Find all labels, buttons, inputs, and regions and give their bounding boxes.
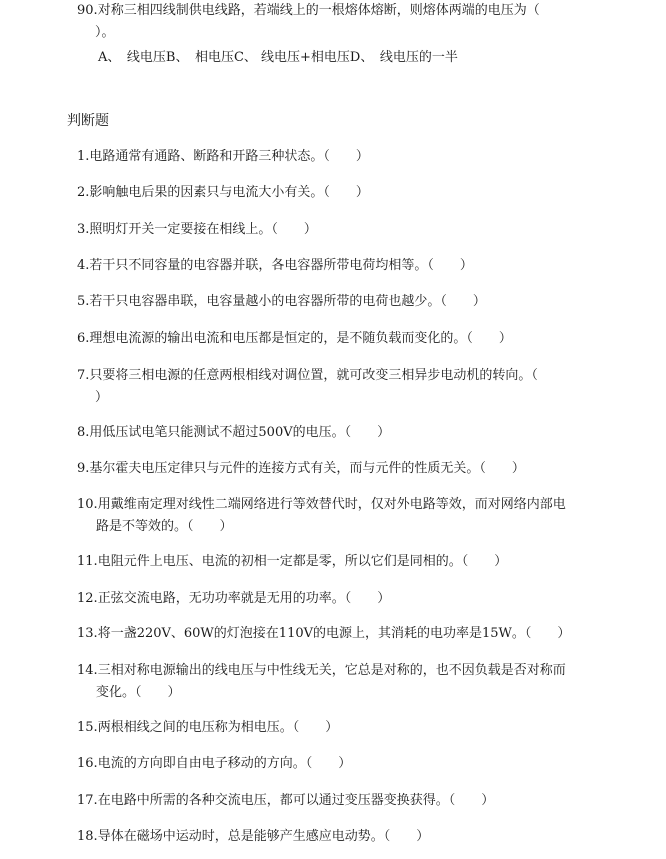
question-number: 90. xyxy=(77,3,98,18)
item-number: 18. xyxy=(77,829,98,844)
item-number: 1. xyxy=(77,149,90,164)
item-text: 若干只电容器串联，电容量越小的电容器所带的电荷也越少。（ ） xyxy=(89,294,486,309)
section-title: 判断题 xyxy=(67,113,109,129)
judgment-item-3 xyxy=(77,219,597,241)
question-90 xyxy=(77,0,597,44)
item-number: 9. xyxy=(77,461,90,476)
item-text: 电阻元件上电压、电流的初相一定都是零，所以它们是同相的。（ ） xyxy=(97,554,508,569)
judgment-item-11 xyxy=(77,551,597,573)
item-text: 只要将三相电源的任意两根相线对调位置，就可改变三相异步电动机的转向。（ xyxy=(89,368,538,383)
item-text: 将一盏220V、60W的灯泡接在110V的电源上，其消耗的电功率是15W。（ ） xyxy=(97,626,571,641)
item-number: 4. xyxy=(77,258,90,273)
item-number: 6. xyxy=(77,331,90,346)
item-text: 正弦交流电路，无功功率就是无用的功率。（ ） xyxy=(97,591,391,606)
item-number: 15. xyxy=(77,720,98,735)
item-text: 导体在磁场中运动时，总是能够产生感应电动势。（ ） xyxy=(97,829,430,844)
item-number: 2. xyxy=(77,185,90,200)
judgment-item-10 xyxy=(77,494,597,538)
item-text: 基尔霍夫电压定律只与元件的连接方式有关，而与元件的性质无关。（ ） xyxy=(89,461,525,476)
judgment-item-5 xyxy=(77,291,597,313)
item-continuation: ） xyxy=(95,390,109,405)
judgment-item-12 xyxy=(77,588,597,610)
item-number: 16. xyxy=(77,756,98,771)
item-number: 7. xyxy=(77,368,90,383)
item-text: 若干只不同容量的电容器并联，各电容器所带电荷均相等。（ ） xyxy=(89,258,473,273)
item-text: 在电路中所需的各种交流电压，都可以通过变压器变换获得。（ ） xyxy=(97,793,495,808)
judgment-item-14 xyxy=(77,660,597,704)
item-text: 电流的方向即自由电子移动的方向。（ ） xyxy=(97,756,352,771)
item-number: 8. xyxy=(77,425,90,440)
judgment-item-8 xyxy=(77,422,597,444)
question-text: 对称三相四线制供电线路，若端线上的一根熔体熔断，则熔体两端的电压为（ xyxy=(97,3,540,18)
judgment-item-2 xyxy=(77,182,597,204)
judgment-item-18 xyxy=(77,826,597,848)
judgment-item-9 xyxy=(77,458,597,480)
item-number: 12. xyxy=(77,591,98,606)
judgment-item-13 xyxy=(77,623,597,645)
item-text: 用戴维南定理对线性二端网络进行等效替代时，仅对外电路等效，而对网络内部电 xyxy=(97,497,566,512)
item-text: 用低压试电笔只能测试不超过500V的电压。（ ） xyxy=(89,425,391,440)
item-number: 11. xyxy=(77,554,98,569)
item-text: 三相对称电源输出的线电压与中性线无关，它总是对称的，也不因负载是否对称而 xyxy=(97,663,566,678)
judgment-item-4 xyxy=(77,255,597,277)
item-number: 3. xyxy=(77,222,90,237)
judgment-item-1 xyxy=(77,146,597,168)
judgment-item-6 xyxy=(77,328,597,350)
judgment-item-17 xyxy=(77,790,597,812)
judgment-item-16 xyxy=(77,753,597,775)
question-continuation: ）。 xyxy=(95,25,115,40)
item-number: 17. xyxy=(77,793,98,808)
judgment-item-7 xyxy=(77,365,597,409)
item-text: 照明灯开关一定要接在相线上。（ ） xyxy=(89,222,317,237)
item-number: 10. xyxy=(77,497,98,512)
judgment-item-15 xyxy=(77,717,597,739)
item-text: 影响触电后果的因素只与电流大小有关。（ ） xyxy=(89,185,369,200)
question-90-options: A、 线电压B、 相电压C、 线电压+相电压D、 线电压的一半 xyxy=(98,50,458,65)
item-number: 13. xyxy=(77,626,98,641)
item-continuation: 路是不等效的。（ ） xyxy=(96,519,233,534)
item-text: 两根相线之间的电压称为相电压。（ ） xyxy=(97,720,339,735)
item-number: 5. xyxy=(77,294,90,309)
item-text: 理想电流源的输出电流和电压都是恒定的，是不随负载而变化的。（ ） xyxy=(89,331,512,346)
item-text: 电路通常有通路、断路和开路三种状态。（ ） xyxy=(89,149,369,164)
item-continuation: 变化。（ ） xyxy=(96,685,181,700)
item-number: 14. xyxy=(77,663,98,678)
